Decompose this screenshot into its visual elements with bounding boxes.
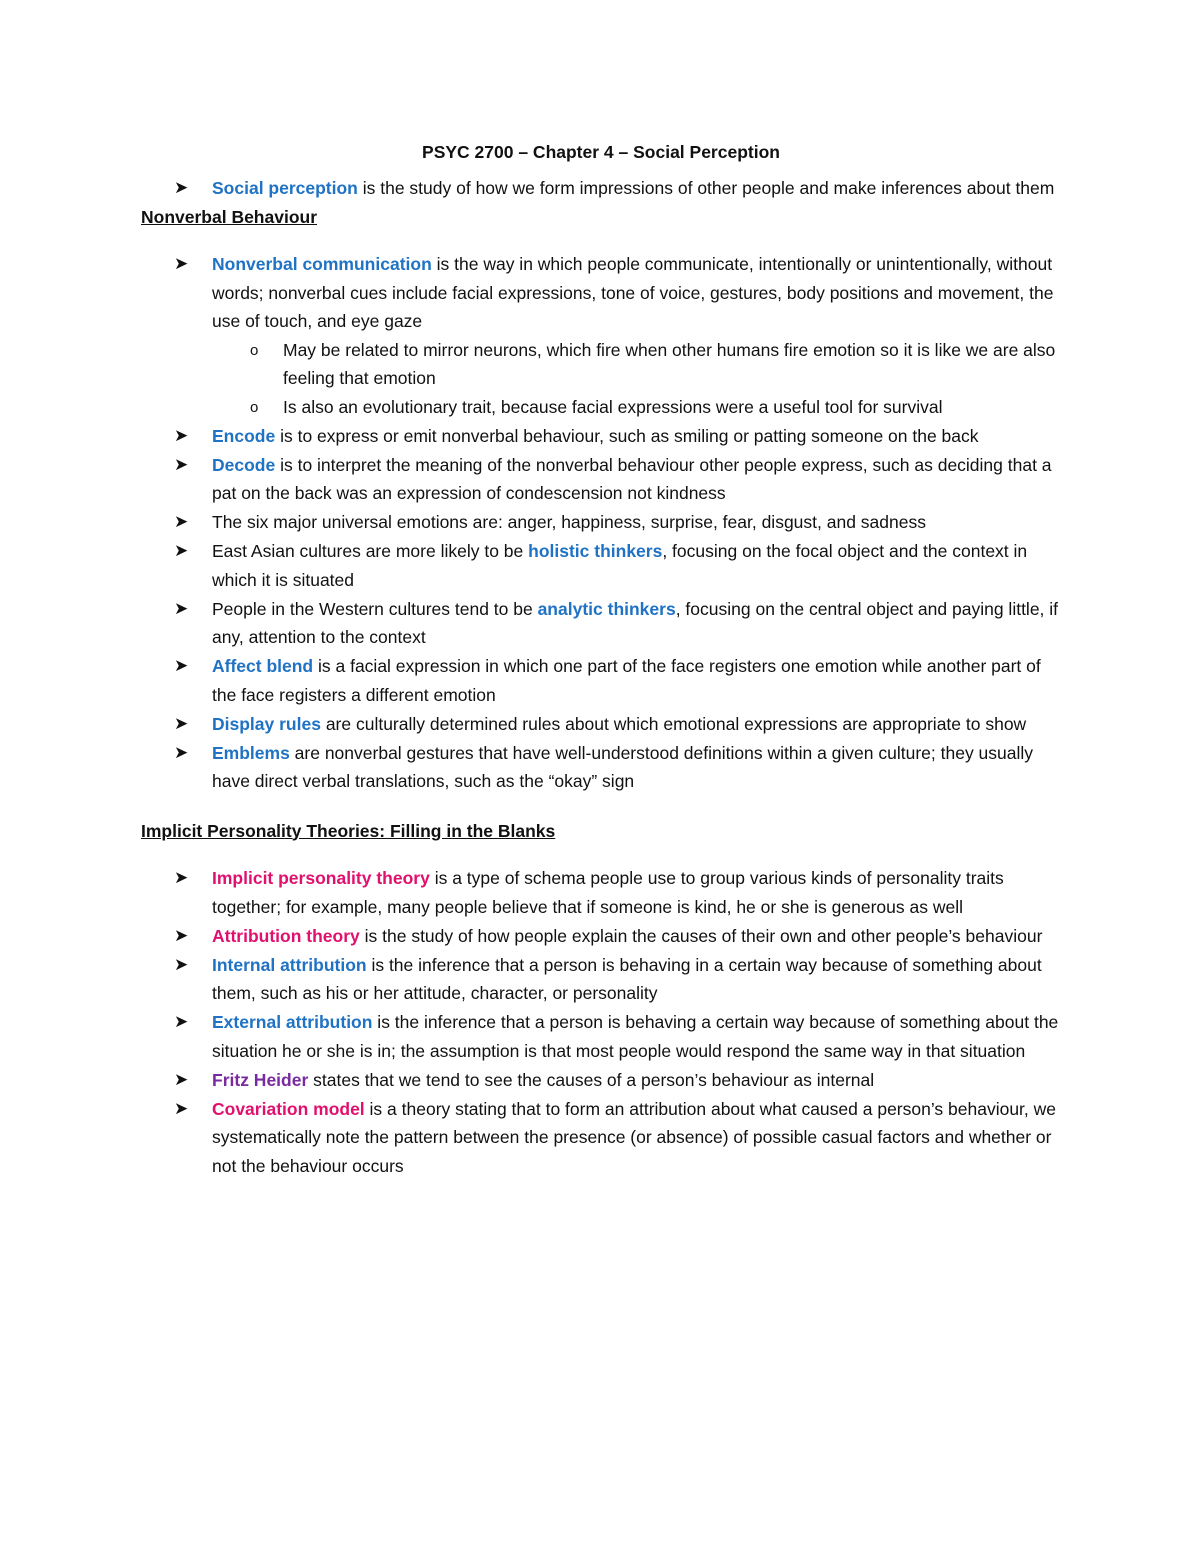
list-item: [141, 739, 1061, 796]
sub-list: [212, 336, 1061, 422]
definition: is the inference that a person is behaving a certain way because of something about the situation he or she is in; the assumption is that most people would respond the same way in that situation: [212, 1012, 1059, 1061]
definition: is the study of how we form impressions of other people and make inferences about them: [357, 177, 1055, 198]
definition: is to express or emit nonverbal behaviour, such as smiling or patting someone on the back: [275, 425, 979, 446]
definition: states that we tend to see the causes of a person’s behaviour as internal: [308, 1069, 875, 1090]
item-text: East Asian cultures are more likely to be: [212, 541, 529, 561]
list-item: [141, 1095, 1061, 1181]
list-item: [141, 595, 1061, 652]
arrow-bullet-icon: ➤: [174, 425, 189, 445]
term: Implicit personality theory: [212, 868, 430, 888]
arrow-bullet-icon: ➤: [174, 454, 189, 474]
definition: is a theory stating that to form an attribution about what caused a person’s behaviour, we systematically note the pattern between the presence (or absence) of possible casual factors and whether or not the behaviour occurs: [212, 1098, 1057, 1176]
arrow-bullet-icon: ➤: [174, 1098, 189, 1118]
list-item: [141, 174, 1061, 203]
nonverbal-list: [141, 250, 1061, 796]
implicit-personality-list: [141, 864, 1061, 1180]
list-item: [141, 1066, 1061, 1095]
term: analytic thinkers: [537, 598, 676, 619]
item-text: People in the Western cultures tend to be: [212, 598, 538, 619]
term: Decode: [212, 454, 276, 475]
list-item: [141, 250, 1061, 421]
list-item: [141, 922, 1061, 951]
list-item: [141, 951, 1061, 1008]
sub-list-item: [141, 393, 1061, 422]
arrow-bullet-icon: ➤: [174, 598, 189, 618]
definition: is a type of schema people use to group various kinds of personality traits together; for example, many people believe that if someone is kind, he or she is generous as well: [212, 868, 1004, 917]
list-item: [141, 864, 1061, 921]
term: Affect blend: [212, 656, 314, 676]
definition: is the study of how people explain the causes of their own and other people’s behaviour: [359, 925, 1043, 946]
arrow-bullet-icon: ➤: [174, 541, 189, 560]
arrow-bullet-icon: ➤: [174, 177, 189, 197]
term: External attribution: [212, 1012, 373, 1032]
arrow-bullet-icon: ➤: [174, 954, 189, 974]
list-item: [141, 652, 1061, 709]
term: Display rules: [212, 713, 321, 734]
circle-bullet-icon: o: [250, 341, 259, 359]
arrow-bullet-icon: ➤: [174, 868, 189, 887]
list-item: [141, 710, 1061, 739]
definition: is to interpret the meaning of the nonverbal behaviour other people express, such as deciding that a pat on the back was an expression of condescension not kindness: [212, 454, 1052, 503]
term: Covariation model: [212, 1098, 365, 1119]
arrow-bullet-icon: ➤: [174, 656, 189, 675]
list-item: [141, 508, 1061, 537]
list-item: [141, 1008, 1061, 1065]
definition: are nonverbal gestures that have well-understood definitions within a given culture; they usually have direct verbal translations, such as the “okay” sign: [212, 742, 1034, 791]
term: Encode: [212, 425, 276, 446]
term: Emblems: [212, 742, 290, 763]
definition: , focusing on the central object and paying little, if any, attention to the context: [212, 598, 1059, 647]
arrow-bullet-icon: ➤: [174, 1069, 189, 1089]
definition: is a facial expression in which one part of the face registers one emotion while another part of the face registers a different emotion: [212, 656, 1041, 705]
term: Social perception: [212, 177, 358, 198]
definition: , focusing on the focal object and the context in which it is situated: [212, 541, 1028, 590]
term: Fritz Heider: [212, 1069, 309, 1090]
definition: are culturally determined rules about which emotional expressions are appropriate to show: [320, 713, 1027, 734]
term: Internal attribution: [212, 954, 367, 975]
arrow-bullet-icon: ➤: [174, 512, 189, 531]
sub-list-item: [141, 336, 1061, 393]
document-page: [141, 138, 1061, 1181]
section-heading-nonverbal: Nonverbal Behaviour: [141, 206, 318, 227]
document-title: PSYC 2700 – Chapter 4 – Social Perception: [422, 142, 780, 162]
list-item: [141, 451, 1061, 508]
intro-list: [141, 174, 1061, 203]
definition: is the way in which people communicate, intentionally or unintentionally, without words; nonverbal cues include facial expressions, tone of voice, gestures, body positions and movement, the use of touch, and eye gaze: [212, 254, 1054, 331]
sub-text: May be related to mirror neurons, which fire when other humans fire emotion so it is like we are also feeling that emotion: [283, 339, 1056, 388]
term: Attribution theory: [212, 925, 360, 946]
arrow-bullet-icon: ➤: [174, 742, 189, 762]
definition: is the inference that a person is behaving in a certain way because of something about them, such as his or her attitude, character, or personality: [212, 954, 1042, 1003]
arrow-bullet-icon: ➤: [174, 254, 189, 273]
arrow-bullet-icon: ➤: [174, 925, 189, 945]
list-item: [141, 422, 1061, 451]
item-text: The six major universal emotions are: anger, happiness, surprise, fear, disgust, and sadness: [212, 512, 926, 532]
section-heading-implicit-personality: Implicit Personality Theories: Filling in the Blanks: [141, 820, 556, 841]
term: Nonverbal communication: [212, 254, 432, 274]
term: holistic thinkers: [528, 541, 663, 561]
arrow-bullet-icon: ➤: [174, 713, 189, 733]
circle-bullet-icon: o: [250, 398, 259, 416]
arrow-bullet-icon: ➤: [174, 1012, 189, 1031]
list-item: [141, 537, 1061, 594]
sub-text: Is also an evolutionary trait, because facial expressions were a useful tool for survival: [283, 396, 943, 417]
